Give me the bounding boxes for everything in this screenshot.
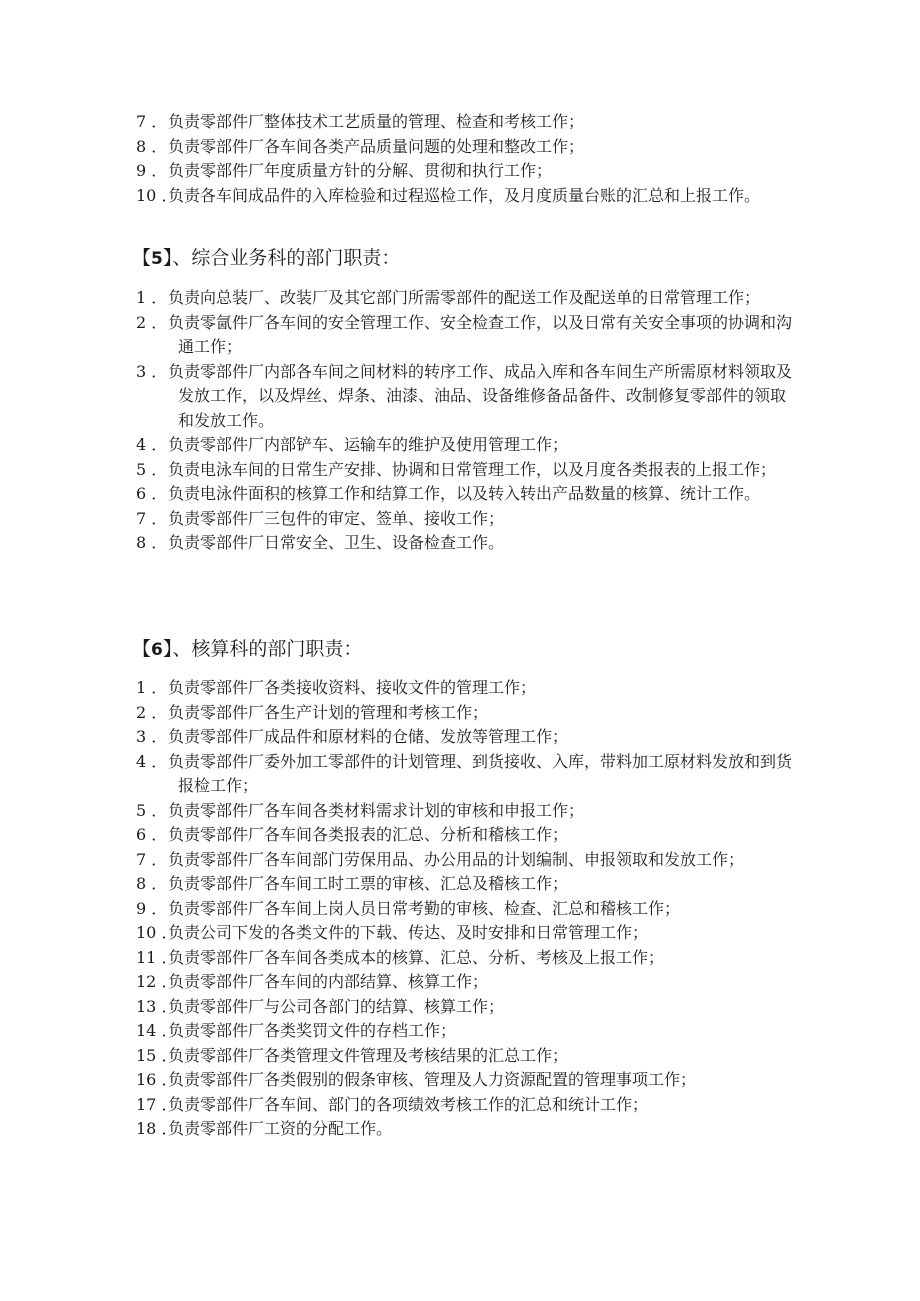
item-text: 负责零部件厂各车间部门劳保用品、办公用品的计划编制、申报领取和发放工作； <box>168 849 745 869</box>
item-number: 7 ． <box>136 112 168 131</box>
heading-number: 5 <box>151 249 163 269</box>
item-text: 负责零部件厂各类接收资料、接收文件的管理工作； <box>168 678 537 697</box>
list-item <box>0 433 800 458</box>
item-number: 7 ． <box>136 508 168 528</box>
section4-list <box>0 110 800 208</box>
item-text: 负责零部件厂内部铲车、运输车的维护及使用管理工作； <box>168 435 569 454</box>
list-item <box>0 1093 800 1118</box>
list-item <box>0 872 800 897</box>
item-text: 负责零部件厂整体技术工艺质量的管理、检查和考核工作； <box>168 112 585 131</box>
item-number: 1 ． <box>136 288 168 307</box>
item-text: 负责向总装厂、改装厂及其它部门所需零部件的配送工作及配送单的日常管理工作； <box>168 288 761 307</box>
item-text: 负责零部件厂各车间的内部结算、核算工作； <box>168 972 489 991</box>
item-text: 负责电泳车间的日常生产安排、协调和日常管理工作，以及月度各类报表的上报工作； <box>168 459 777 479</box>
list-item <box>0 921 800 946</box>
item-number: 13 ． <box>136 996 178 1016</box>
item-number: 6 ． <box>136 825 168 844</box>
list-item <box>0 725 800 750</box>
item-text: 负责零氤件厂各车间的安全管理工作、安全检查工作，以及日常有关安全事项的协调和沟通工作； <box>168 312 793 356</box>
heading-bracket-open: 【 <box>132 638 152 660</box>
item-text: 负责零部件厂各车间各类材料需求计划的审核和申报工作； <box>168 800 585 820</box>
item-number: 2 ． <box>136 312 168 332</box>
heading-bracket-close: 】 <box>162 638 173 660</box>
item-text: 负责各车间成品件的入库检验和过程巡检工作，及月度质量台账的汇总和上报工作。 <box>168 185 761 205</box>
item-text: 负责零部件厂各类管理文件管理及考核结果的汇总工作； <box>168 1045 569 1065</box>
heading-bracket-open: 【 <box>132 247 152 269</box>
item-number: 11 ． <box>136 947 178 967</box>
list-item <box>0 507 800 532</box>
item-text: 负责零部件厂成品件和原材料的仓储、发放等管理工作； <box>168 727 569 746</box>
item-number: 8 ． <box>136 136 168 156</box>
list-item <box>0 823 800 848</box>
list-item <box>0 135 800 160</box>
list-item <box>0 1068 800 1093</box>
list-item <box>0 458 800 483</box>
item-text: 负责零部件厂三包件的审定、签单、接收工作； <box>168 508 505 528</box>
item-number: 9 ． <box>136 898 168 918</box>
item-number: 7 ． <box>136 849 168 869</box>
section6-list <box>0 676 800 1142</box>
item-text: 负责零部件厂各车间各类成本的核算、汇总、分析、考核及上报工作； <box>168 947 665 967</box>
item-number: 8 ． <box>136 874 168 893</box>
list-item <box>0 482 800 507</box>
heading-title: 、综合业务科的部门职责： <box>172 247 401 269</box>
item-text: 负责零部件厂各车间各类报表的汇总、分析和稽核工作； <box>168 825 569 844</box>
list-item <box>0 159 800 184</box>
item-number: 14 ． <box>136 1021 178 1040</box>
item-number: 4 ． <box>136 751 168 771</box>
item-number: 18 ． <box>136 1119 178 1138</box>
item-number: 2 ． <box>136 702 168 722</box>
item-text: 负责零部件厂委外加工零部件的计划管理、到货接收、入库，带料加工原材料发放和到货报检工作； <box>168 751 793 795</box>
list-item <box>0 946 800 971</box>
list-item <box>0 897 800 922</box>
list-item <box>0 848 800 873</box>
list-item <box>0 1117 800 1142</box>
list-item <box>0 360 800 434</box>
list-item <box>0 750 800 799</box>
item-text: 负责零部件厂内部各车间之间材料的转序工作、成品入库和各车间生产所需原材料领取及发放工作，以及焊丝、焊条、油漆、油品、设备维修备品备件、改制修复零部件的领取和发放工作。 <box>168 361 793 430</box>
list-item <box>0 311 800 360</box>
item-text: 负责零部件厂各生产计划的管理和考核工作； <box>168 702 489 722</box>
list-item <box>0 995 800 1020</box>
section5-heading <box>132 245 400 272</box>
item-text: 负责零部件厂各车间上岗人员日常考勤的审核、检查、汇总和稽核工作； <box>168 898 681 918</box>
heading-number: 6 <box>151 640 163 660</box>
list-item <box>0 799 800 824</box>
section5-list <box>0 286 800 556</box>
item-text: 负责零部件厂各车间、部门的各项绩效考核工作的汇总和统计工作； <box>168 1094 649 1114</box>
item-number: 5 ． <box>136 459 168 479</box>
list-item <box>0 1044 800 1069</box>
item-number: 16 ． <box>136 1070 178 1089</box>
list-item <box>0 970 800 995</box>
item-text: 负责零部件厂日常安全、卫生、设备检查工作。 <box>168 533 505 552</box>
list-item <box>0 1019 800 1044</box>
item-number: 6 ． <box>136 484 168 503</box>
item-text: 负责电泳件面积的核算工作和结算工作，以及转入转出产品数量的核算、统计工作。 <box>168 484 761 503</box>
item-number: 12 ． <box>136 972 178 991</box>
item-number: 1 ． <box>136 678 168 697</box>
list-item <box>0 676 800 701</box>
heading-bracket-close: 】 <box>162 247 173 269</box>
item-text: 负责零部件厂各车间工时工票的审核、汇总及稽核工作； <box>168 874 569 893</box>
item-number: 17 ． <box>136 1094 178 1114</box>
section6-heading <box>132 636 362 663</box>
item-number: 10 ． <box>136 923 178 942</box>
item-text: 负责零部件厂各类假别的假条审核、管理及人力资源配置的管理事项工作； <box>168 1070 697 1089</box>
item-text: 负责零部件厂与公司各部门的结算、核算工作； <box>168 996 505 1016</box>
item-text: 负责零部件厂各车间各类产品质量问题的处理和整改工作； <box>168 136 585 156</box>
item-number: 9 ． <box>136 161 168 180</box>
item-text: 负责零部件厂各类奖罚文件的存档工作； <box>168 1021 457 1040</box>
item-number: 15 ． <box>136 1045 178 1065</box>
item-number: 10 ． <box>136 185 178 205</box>
list-item <box>0 701 800 726</box>
item-text: 负责零部件厂年度质量方针的分解、贯彻和执行工作； <box>168 161 553 180</box>
item-number: 3 ． <box>136 727 168 746</box>
list-item <box>0 110 800 135</box>
item-text: 负责公司下发的各类文件的下载、传达、及时安排和日常管理工作； <box>168 923 649 942</box>
list-item <box>0 184 800 209</box>
item-text: 负责零部件厂工资的分配工作。 <box>168 1119 393 1138</box>
item-number: 3 ． <box>136 361 168 381</box>
list-item <box>0 286 800 311</box>
list-item <box>0 531 800 556</box>
heading-title: 、核算科的部门职责： <box>172 638 363 660</box>
item-number: 8 ． <box>136 533 168 552</box>
item-number: 4 ． <box>136 435 168 454</box>
item-number: 5 ． <box>136 800 168 820</box>
